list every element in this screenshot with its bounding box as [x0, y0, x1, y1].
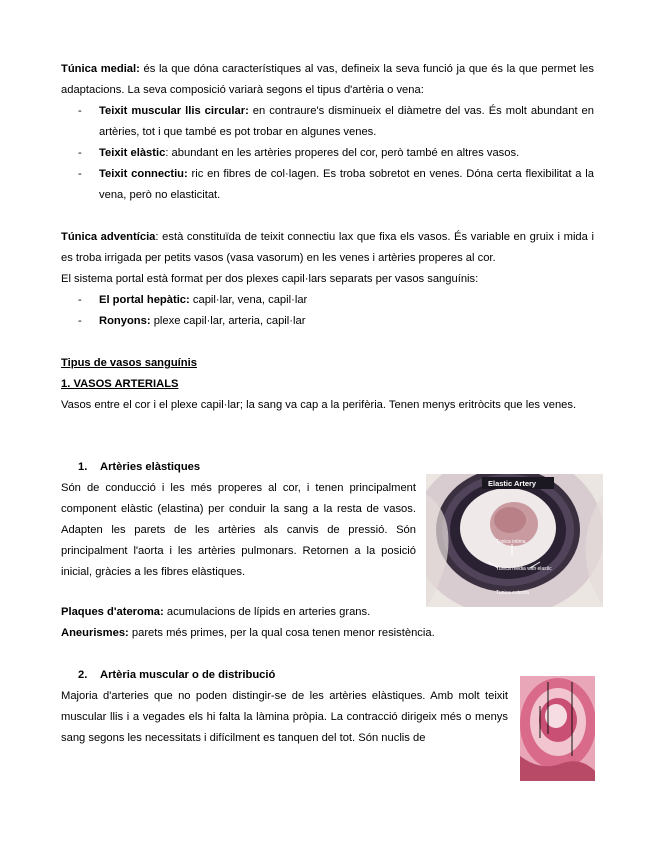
- aneurismes-label: Aneurismes:: [61, 627, 129, 639]
- heading-title: Artèries elàstiques: [100, 461, 201, 473]
- sistema-portal-paragraph: El sistema portal està format per dos plexes capil·lars separats per vasos sanguínis:: [61, 273, 479, 285]
- bullet-dash: -: [78, 168, 82, 180]
- image-label-title: Elastic Artery: [488, 479, 537, 488]
- tunica-medial-paragraph: [61, 59, 594, 101]
- list-item-text: capil·lar, vena, capil·lar: [189, 294, 308, 306]
- image-label-intima: Tunica intima: [496, 539, 526, 545]
- arteria-muscular-heading: [78, 665, 275, 686]
- vasos-arterials-intro: Vasos entre el cor i el plexe capil·lar; la sang va cap a la perifèria. Tenen menys eritròcits que les venes.: [61, 399, 577, 411]
- plaques-text: acumulacions de lípids en arteries grans.: [163, 606, 371, 618]
- plaques-label: Plaques d'ateroma:: [61, 606, 164, 618]
- list-item-label: Teixit connectiu:: [99, 168, 188, 180]
- tunica-medial-label: Túnica medial:: [61, 63, 140, 75]
- aneurismes-text: parets més primes, per la qual cosa tenen menor resistència.: [128, 627, 435, 639]
- section-subheading: 1. VASOS ARTERIALS: [61, 378, 179, 390]
- list-item-text: ric en fibres de col·lagen. Es troba sobretot en venes. Dóna certa flexibilitat a la vena, però no elasticitat.: [99, 168, 594, 201]
- aneurismes-paragraph: [61, 623, 594, 644]
- heading-number: 1.: [78, 461, 88, 473]
- bullet-dash: -: [78, 315, 82, 327]
- list-item-label: El portal hepàtic:: [99, 294, 190, 306]
- bullet-dash: -: [78, 294, 82, 306]
- plaques-paragraph: [61, 602, 594, 623]
- tunica-adventicia-text: : està constituïda de teixit connectiu lax que fixa els vasos. És variable en gruix i mida i es troba irrigada per petits vasos (vasa vasorum) en les venes i artèries properes al cor.: [61, 231, 594, 264]
- list-item: [78, 311, 594, 332]
- tunica-medial-text: és la que dóna característiques al vas, defineix la seva funció ja que és la que permet les adaptacions. La seva composició variarà segons el tipus d'artèria o vena:: [61, 63, 594, 96]
- bullet-dash: -: [78, 147, 82, 159]
- section-heading: Tipus de vasos sanguínis: [61, 357, 197, 369]
- heading-title: Artèria muscular o de distribució: [100, 669, 276, 681]
- list-item-text: : abundant en les artèries properes del cor, però també en altres vasos.: [165, 147, 520, 159]
- list-item-label: Teixit muscular llis circular:: [99, 105, 249, 117]
- elastic-artery-micrograph: [426, 474, 603, 607]
- list-item-text: en contraure's disminueix el diàmetre del vas. És molt abundant en artèries, tot i que també es pot trobar en algunes venes.: [99, 105, 594, 138]
- arteries-elastiques-text: Són de conducció i les més properes al cor, i tenen principalment component elàstic (elastina) per conduir la sang a la resta de vasos. Adapten les parets de les artèries als canvis de pressió. Són principalment l'aorta i les artèries pulmonars. Retornen a la posició inicial, gràcies a les fibres elàstiques.: [61, 482, 416, 578]
- list-item: [78, 143, 594, 164]
- arteries-elastiques-heading: [78, 457, 200, 478]
- list-item-text: plexe capil·lar, arteria, capil·lar: [150, 315, 306, 327]
- arteria-muscular-text: Majoria d'arteries que no poden distingir-se de les artèries elàstiques. Amb molt teixit muscular llis i a vegades els hi falta la làmina pròpia. La contracció dirigeix més o menys sang segons les necessitats i difícilment es tanquen del tot. Són nuclis de: [61, 690, 508, 744]
- image-label-media: Tunica media with elastic: [496, 566, 552, 572]
- list-item: [78, 101, 594, 143]
- list-item: [78, 164, 594, 206]
- list-item-label: Ronyons:: [99, 315, 151, 327]
- list-item-label: Teixit elàstic: [99, 147, 166, 159]
- list-item: [78, 290, 594, 311]
- tunica-adventicia-label: Túnica adventícia: [61, 231, 156, 243]
- muscular-artery-micrograph: [520, 676, 595, 781]
- tunica-adventicia-paragraph: [61, 227, 594, 269]
- bullet-dash: -: [78, 105, 82, 117]
- heading-number: 2.: [78, 669, 88, 681]
- image-label-externa: Tunica externa: [496, 590, 529, 596]
